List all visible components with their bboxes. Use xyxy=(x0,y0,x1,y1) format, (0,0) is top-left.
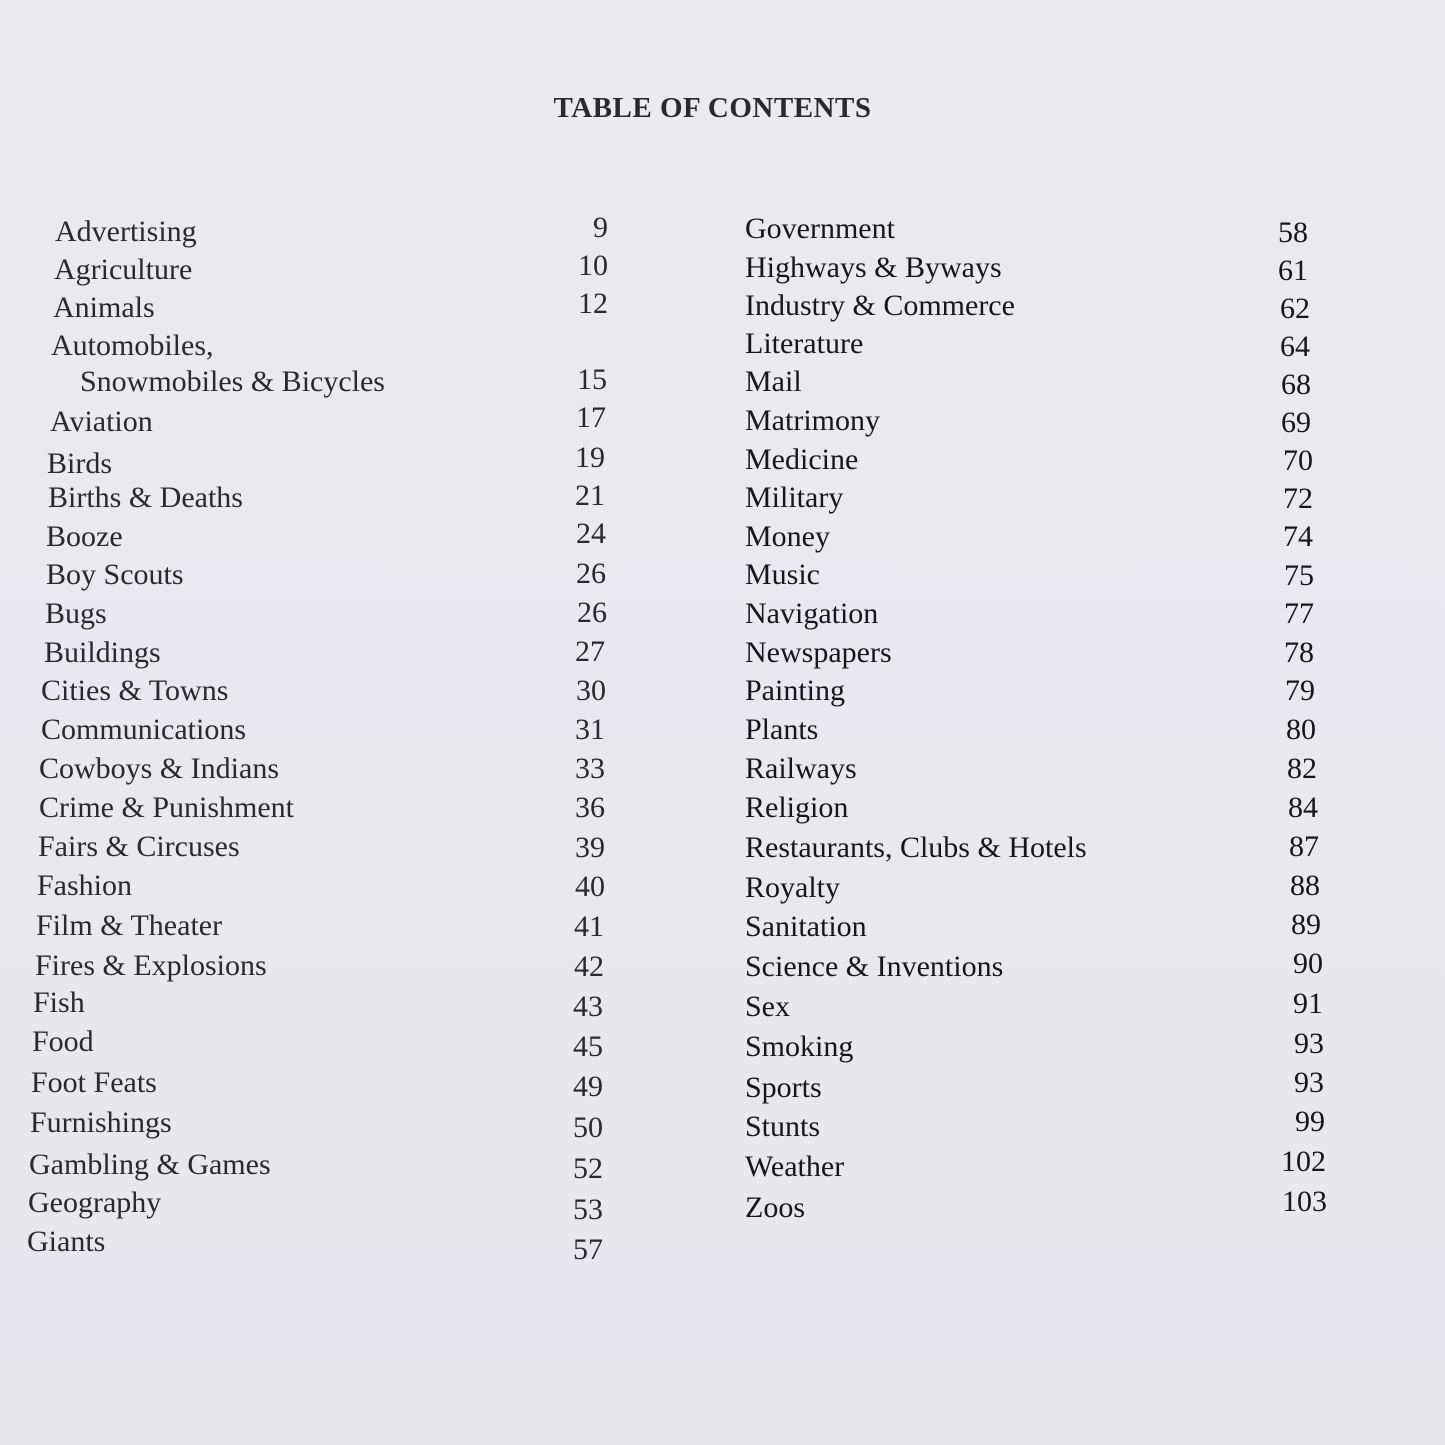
toc-entry-title: Crime & Punishment xyxy=(39,791,294,824)
toc-entry-title: Plants xyxy=(745,713,819,746)
toc-entry-title: Geography xyxy=(28,1186,162,1219)
toc-entry-title: Giants xyxy=(27,1225,106,1258)
toc-page-number: 88 xyxy=(1290,869,1320,902)
page-title: TABLE OF CONTENTS xyxy=(553,92,872,124)
toc-entry-title: Food xyxy=(32,1025,94,1058)
toc-page-number: 15 xyxy=(577,363,607,396)
toc-entry-title: Furnishings xyxy=(30,1106,172,1139)
toc-entry xyxy=(745,364,802,400)
toc-page-number: 26 xyxy=(576,557,606,590)
toc-page-number: 41 xyxy=(574,910,604,943)
toc-entry-title: Gambling & Games xyxy=(29,1148,271,1181)
toc-page-number: 102 xyxy=(1281,1145,1326,1178)
toc-page-number: 12 xyxy=(578,287,608,320)
toc-entry-title: Music xyxy=(745,558,820,591)
toc-page-number: 50 xyxy=(573,1111,603,1144)
toc-entry-title: Science & Inventions xyxy=(745,950,1004,983)
toc-entry-title: Matrimony xyxy=(745,404,880,437)
toc-entry xyxy=(745,250,1002,286)
toc-page-number: 99 xyxy=(1295,1105,1325,1138)
toc-entry xyxy=(745,326,863,362)
toc-entry-title: Smoking xyxy=(745,1030,854,1063)
toc-page-number: 45 xyxy=(573,1030,603,1063)
toc-page-number: 52 xyxy=(573,1152,603,1185)
toc-entry xyxy=(745,712,818,748)
toc-entry-title: Sanitation xyxy=(745,910,867,943)
toc-entry xyxy=(745,989,790,1025)
toc-entry xyxy=(745,1070,822,1106)
toc-page-number: 72 xyxy=(1283,482,1313,515)
toc-entry-title: Railways xyxy=(745,752,857,785)
toc-entry-title: Government xyxy=(745,212,895,245)
toc-entry-title: Automobiles, xyxy=(51,329,214,362)
toc-page-number: 49 xyxy=(573,1070,603,1103)
toc-page-number: 39 xyxy=(575,831,605,864)
toc-page-number: 40 xyxy=(575,870,605,903)
toc-page-number: 27 xyxy=(575,635,605,668)
toc-entry-title: Literature xyxy=(745,327,864,360)
toc-page-number: 79 xyxy=(1285,674,1315,707)
toc-entry xyxy=(745,288,1015,324)
toc-entry-title: Foot Feats xyxy=(31,1066,157,1099)
toc-page-number: 42 xyxy=(574,950,604,983)
toc-entry xyxy=(745,673,845,709)
toc-page-number: 77 xyxy=(1284,597,1314,630)
toc-entry xyxy=(745,751,857,787)
toc-entry xyxy=(745,557,820,593)
toc-entry xyxy=(745,1109,820,1145)
toc-page-number: 89 xyxy=(1291,908,1321,941)
toc-entry xyxy=(745,1149,844,1185)
toc-entry-title: Navigation xyxy=(745,597,879,630)
toc-entry-title: Birds xyxy=(47,447,113,480)
toc-entry-title: Painting xyxy=(745,674,846,707)
toc-entry-title: Fairs & Circuses xyxy=(38,830,240,863)
toc-page-number: 74 xyxy=(1283,520,1313,553)
toc-page-number: 17 xyxy=(576,401,606,434)
toc-entry xyxy=(745,1029,853,1065)
toc-page-number: 103 xyxy=(1282,1185,1327,1218)
toc-entry-title: Boy Scouts xyxy=(46,558,184,591)
toc-page-number: 62 xyxy=(1280,292,1310,325)
toc-entry-title: Bugs xyxy=(45,597,107,630)
toc-page-number: 93 xyxy=(1294,1066,1324,1099)
toc-page-number: 21 xyxy=(575,479,605,512)
toc-entry-title: Industry & Commerce xyxy=(745,289,1015,322)
toc-page-number: 43 xyxy=(573,990,603,1023)
toc-page-number: 58 xyxy=(1278,216,1308,249)
toc-entry xyxy=(745,1190,805,1226)
toc-entry-title: Religion xyxy=(745,791,849,824)
toc-entry-title: Cowboys & Indians xyxy=(39,752,279,785)
toc-entry-title: Fashion xyxy=(37,869,133,902)
toc-entry-title: Agriculture xyxy=(54,253,193,286)
toc-entry-title: Advertising xyxy=(55,215,197,248)
toc-entry xyxy=(745,790,848,826)
toc-entry-title: Medicine xyxy=(745,443,859,476)
toc-entry-title: Highways & Byways xyxy=(745,251,1002,284)
toc-page-number: 61 xyxy=(1278,254,1308,287)
toc-page-number: 30 xyxy=(576,674,606,707)
toc-entry-title: Sex xyxy=(745,990,790,1023)
toc-entry-title: Cities & Towns xyxy=(41,674,229,707)
toc-entry-title: Money xyxy=(745,520,830,553)
toc-page-number: 80 xyxy=(1286,713,1316,746)
toc-page-number: 10 xyxy=(578,249,608,282)
toc-entry xyxy=(745,519,830,555)
toc-entry-title: Aviation xyxy=(50,405,153,438)
toc-entry-title: Buildings xyxy=(44,636,161,669)
toc-page-number: 75 xyxy=(1284,559,1314,592)
toc-page-number: 87 xyxy=(1289,830,1319,863)
toc-page-number: 82 xyxy=(1287,752,1317,785)
toc-page-number: 84 xyxy=(1288,791,1318,824)
toc-entry-title: Weather xyxy=(745,1150,845,1183)
toc-entry-title: Zoos xyxy=(745,1191,805,1224)
toc-entry-title: Sports xyxy=(745,1071,822,1104)
toc-page-number: 78 xyxy=(1284,636,1314,669)
toc-entry-title: Communications xyxy=(41,713,246,746)
toc-page-number: 33 xyxy=(575,752,605,785)
toc-entry xyxy=(745,480,843,516)
toc-page-number: 91 xyxy=(1293,987,1323,1020)
toc-entry-title-line2: Snowmobiles & Bicycles xyxy=(80,365,385,398)
toc-entry-title: Booze xyxy=(46,520,123,553)
toc-entry-title: Fires & Explosions xyxy=(35,949,267,982)
toc-entry xyxy=(745,635,892,671)
toc-page-number: 9 xyxy=(593,211,608,244)
toc-entry-title: Military xyxy=(745,481,844,514)
toc-entry xyxy=(745,442,858,478)
toc-entry xyxy=(745,596,878,632)
toc-page-number: 64 xyxy=(1280,330,1310,363)
toc-entry-title: Mail xyxy=(745,365,802,398)
toc-entry xyxy=(745,830,1087,866)
toc-entry-title: Animals xyxy=(53,291,155,324)
toc-entry-title: Restaurants, Clubs & Hotels xyxy=(745,831,1087,864)
toc-entry-title: Newspapers xyxy=(745,636,892,669)
toc-entry-title: Stunts xyxy=(745,1110,821,1143)
toc-entry-title: Royalty xyxy=(745,871,840,904)
toc-page-number: 90 xyxy=(1293,947,1323,980)
toc-page-number: 53 xyxy=(573,1193,603,1226)
toc-entry-title: Fish xyxy=(33,986,85,1019)
toc-entry xyxy=(745,403,880,439)
toc-entry xyxy=(745,870,840,906)
toc-page-number: 69 xyxy=(1281,406,1311,439)
toc-entry xyxy=(745,949,1003,985)
toc-page-number: 57 xyxy=(573,1233,603,1266)
toc-page-number: 24 xyxy=(576,517,606,550)
toc-page-number: 93 xyxy=(1294,1027,1324,1060)
toc-entry xyxy=(745,211,895,247)
toc-page-number: 68 xyxy=(1281,368,1311,401)
toc-page-number: 26 xyxy=(577,596,607,629)
toc-page-number: 70 xyxy=(1283,444,1313,477)
toc-page-number: 19 xyxy=(575,441,605,474)
toc-entry-title: Film & Theater xyxy=(36,909,223,942)
toc-entry xyxy=(745,909,867,945)
toc-entry-title: Births & Deaths xyxy=(48,481,243,514)
toc-page-number: 36 xyxy=(575,791,605,824)
toc-page-number: 31 xyxy=(575,713,605,746)
